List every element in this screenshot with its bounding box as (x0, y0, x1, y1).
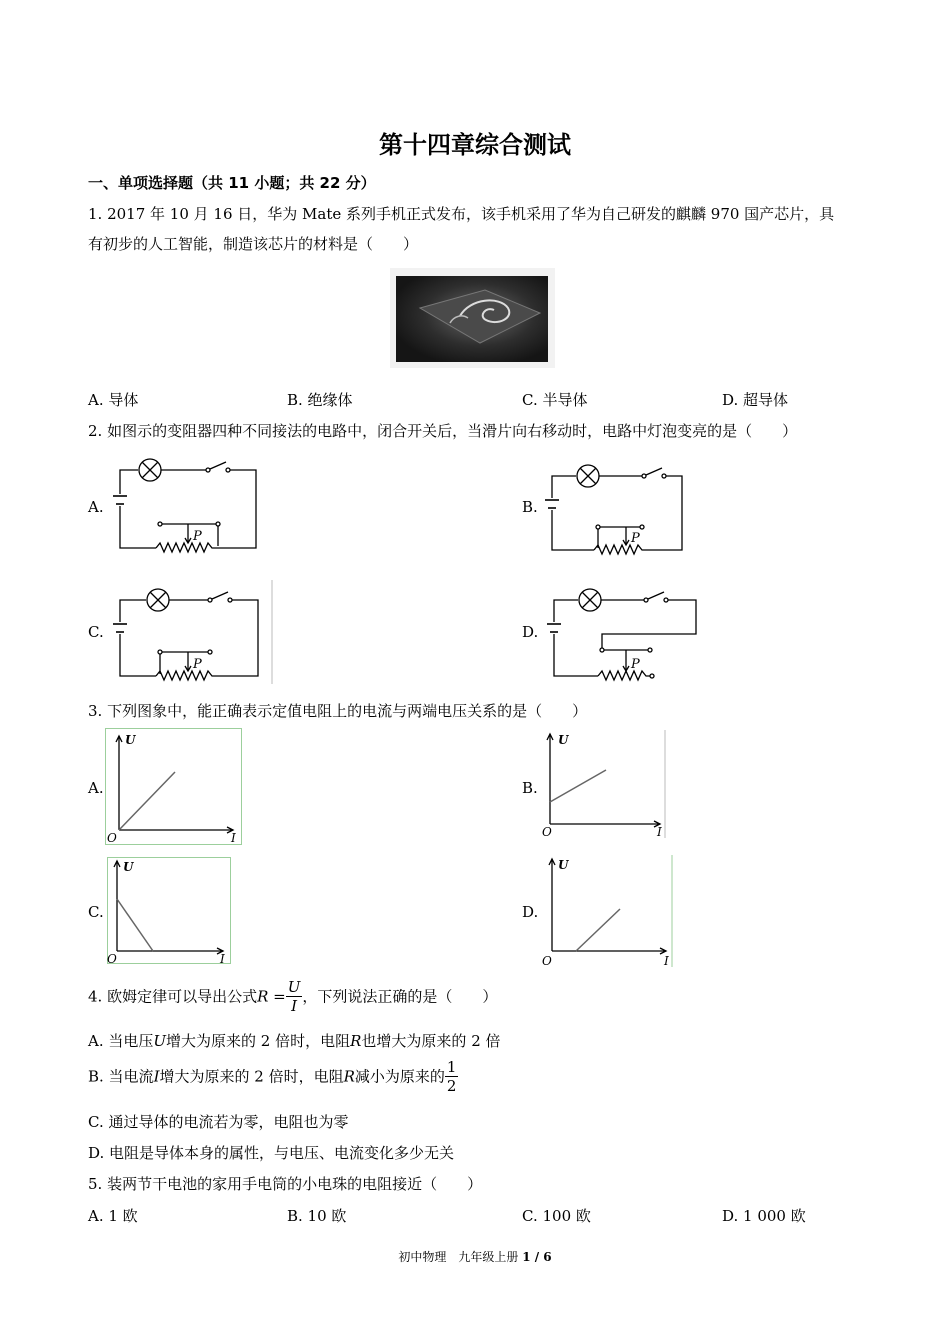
q3-text: 3. 下列图象中，能正确表示定值电阻上的电流与两端电压关系的是（ ） (88, 702, 588, 720)
q5-text: 5. 装两节干电池的家用手电筒的小电珠的电阻接近（ ） (88, 1175, 483, 1193)
q1-option-a: A. 导体 (88, 391, 139, 409)
section-heading: 一、单项选择题（共 11 小题；共 22 分） (88, 174, 376, 192)
origin-label: O (542, 954, 552, 968)
q4-option-b-part2: 增大为原来的 2 倍时，电阻 (159, 1067, 344, 1086)
graph-a (105, 728, 243, 846)
q4-formula-lhs: R = (257, 987, 286, 1006)
q4-option-b-part1: B. 当电流 (88, 1067, 154, 1086)
circuit-d (542, 582, 702, 684)
footer-text: 初中物理 九年级上册 (398, 1250, 519, 1264)
q4-text (88, 978, 497, 1015)
q4-option-a-var-r: R (350, 1032, 362, 1050)
axis-x-label: I (664, 954, 669, 968)
q3-label-d: D. (522, 903, 539, 921)
q4-option-a-part3: 也增大为原来的 2 倍 (361, 1032, 501, 1050)
slider-label: P (631, 531, 640, 546)
q4-formula-fraction (286, 978, 303, 1015)
q1-text-line2: 有初步的人工智能，制造该芯片的材料是（ ） (88, 235, 419, 253)
q4-option-b-part3: 减小为原来的 (354, 1067, 445, 1086)
q4-option-b (88, 1058, 458, 1095)
q4-option-b-numerator: 1 (446, 1058, 457, 1076)
q4-option-b-var-r: R (343, 1067, 355, 1086)
axis-y-label: U (558, 733, 569, 747)
q1-option-b: B. 绝缘体 (287, 391, 353, 409)
page-footer (0, 1248, 950, 1265)
q4-formula-denominator: I (291, 997, 298, 1015)
axis-y-label: U (558, 858, 569, 872)
q5-option-d: D. 1 000 欧 (722, 1207, 806, 1225)
q4-option-c: C. 通过导体的电流若为零，电阻也为零 (88, 1113, 349, 1131)
q3-label-b: B. (522, 779, 538, 797)
axis-x-label: I (220, 952, 225, 966)
graph-c (105, 855, 233, 967)
q4-option-a (88, 1030, 501, 1051)
q4-option-d: D. 电阻是导体本身的属性，与电压、电流变化多少无关 (88, 1144, 455, 1162)
q4-option-b-var-i: I (153, 1067, 160, 1086)
axis-x-label: I (657, 825, 662, 839)
q3-label-c: C. (88, 903, 104, 921)
q2-label-a: A. (88, 498, 104, 516)
q4-option-a-part2: 增大为原来的 2 倍时，电阻 (166, 1032, 351, 1050)
q5-option-c: C. 100 欧 (522, 1207, 591, 1225)
q2-text: 2. 如图示的变阻器四种不同接法的电路中，闭合开关后，当滑片向右移动时，电路中灯泡变亮的是（ ） (88, 422, 798, 440)
q1-option-d: D. 超导体 (722, 391, 789, 409)
circuit-c (108, 580, 278, 685)
q2-label-c: C. (88, 623, 104, 641)
q2-label-b: B. (522, 498, 538, 516)
q4-option-a-var-u: U (153, 1032, 167, 1050)
graph-d (540, 853, 675, 969)
q4-option-b-fraction (445, 1058, 459, 1095)
axis-y-label: U (125, 733, 136, 747)
q4-option-b-denominator: 2 (446, 1077, 457, 1095)
origin-label: O (542, 825, 552, 839)
slider-label: P (631, 657, 640, 672)
origin-label: O (107, 952, 117, 966)
q4-formula-numerator: U (287, 978, 301, 996)
q2-label-d: D. (522, 623, 539, 641)
axis-y-label: U (123, 860, 134, 874)
axis-x-label: I (231, 831, 236, 845)
graph-b (540, 728, 668, 840)
q3-label-a: A. (88, 779, 104, 797)
slider-label: P (193, 657, 202, 672)
circuit-b (542, 458, 697, 558)
page-title: 第十四章综合测试 (379, 131, 571, 159)
chip-photo (390, 268, 555, 368)
q4-suffix: ，下列说法正确的是（ ） (302, 987, 498, 1006)
q4-option-a-part1: A. 当电压 (88, 1032, 154, 1050)
q5-option-b: B. 10 欧 (287, 1207, 347, 1225)
q1-option-c: C. 半导体 (522, 391, 588, 409)
q1-text-line1: 1. 2017 年 10 月 16 日，华为 Mate 系列手机正式发布，该手机采用了华为自己研发的麒麟 970 国产芯片，具 (88, 205, 835, 223)
q5-option-a: A. 1 欧 (88, 1207, 138, 1225)
slider-label: P (193, 529, 202, 544)
page-number: 1 / 6 (522, 1250, 552, 1264)
circuit-a (108, 452, 268, 557)
q4-prefix: 4. 欧姆定律可以导出公式 (88, 987, 258, 1006)
origin-label: O (107, 831, 117, 845)
